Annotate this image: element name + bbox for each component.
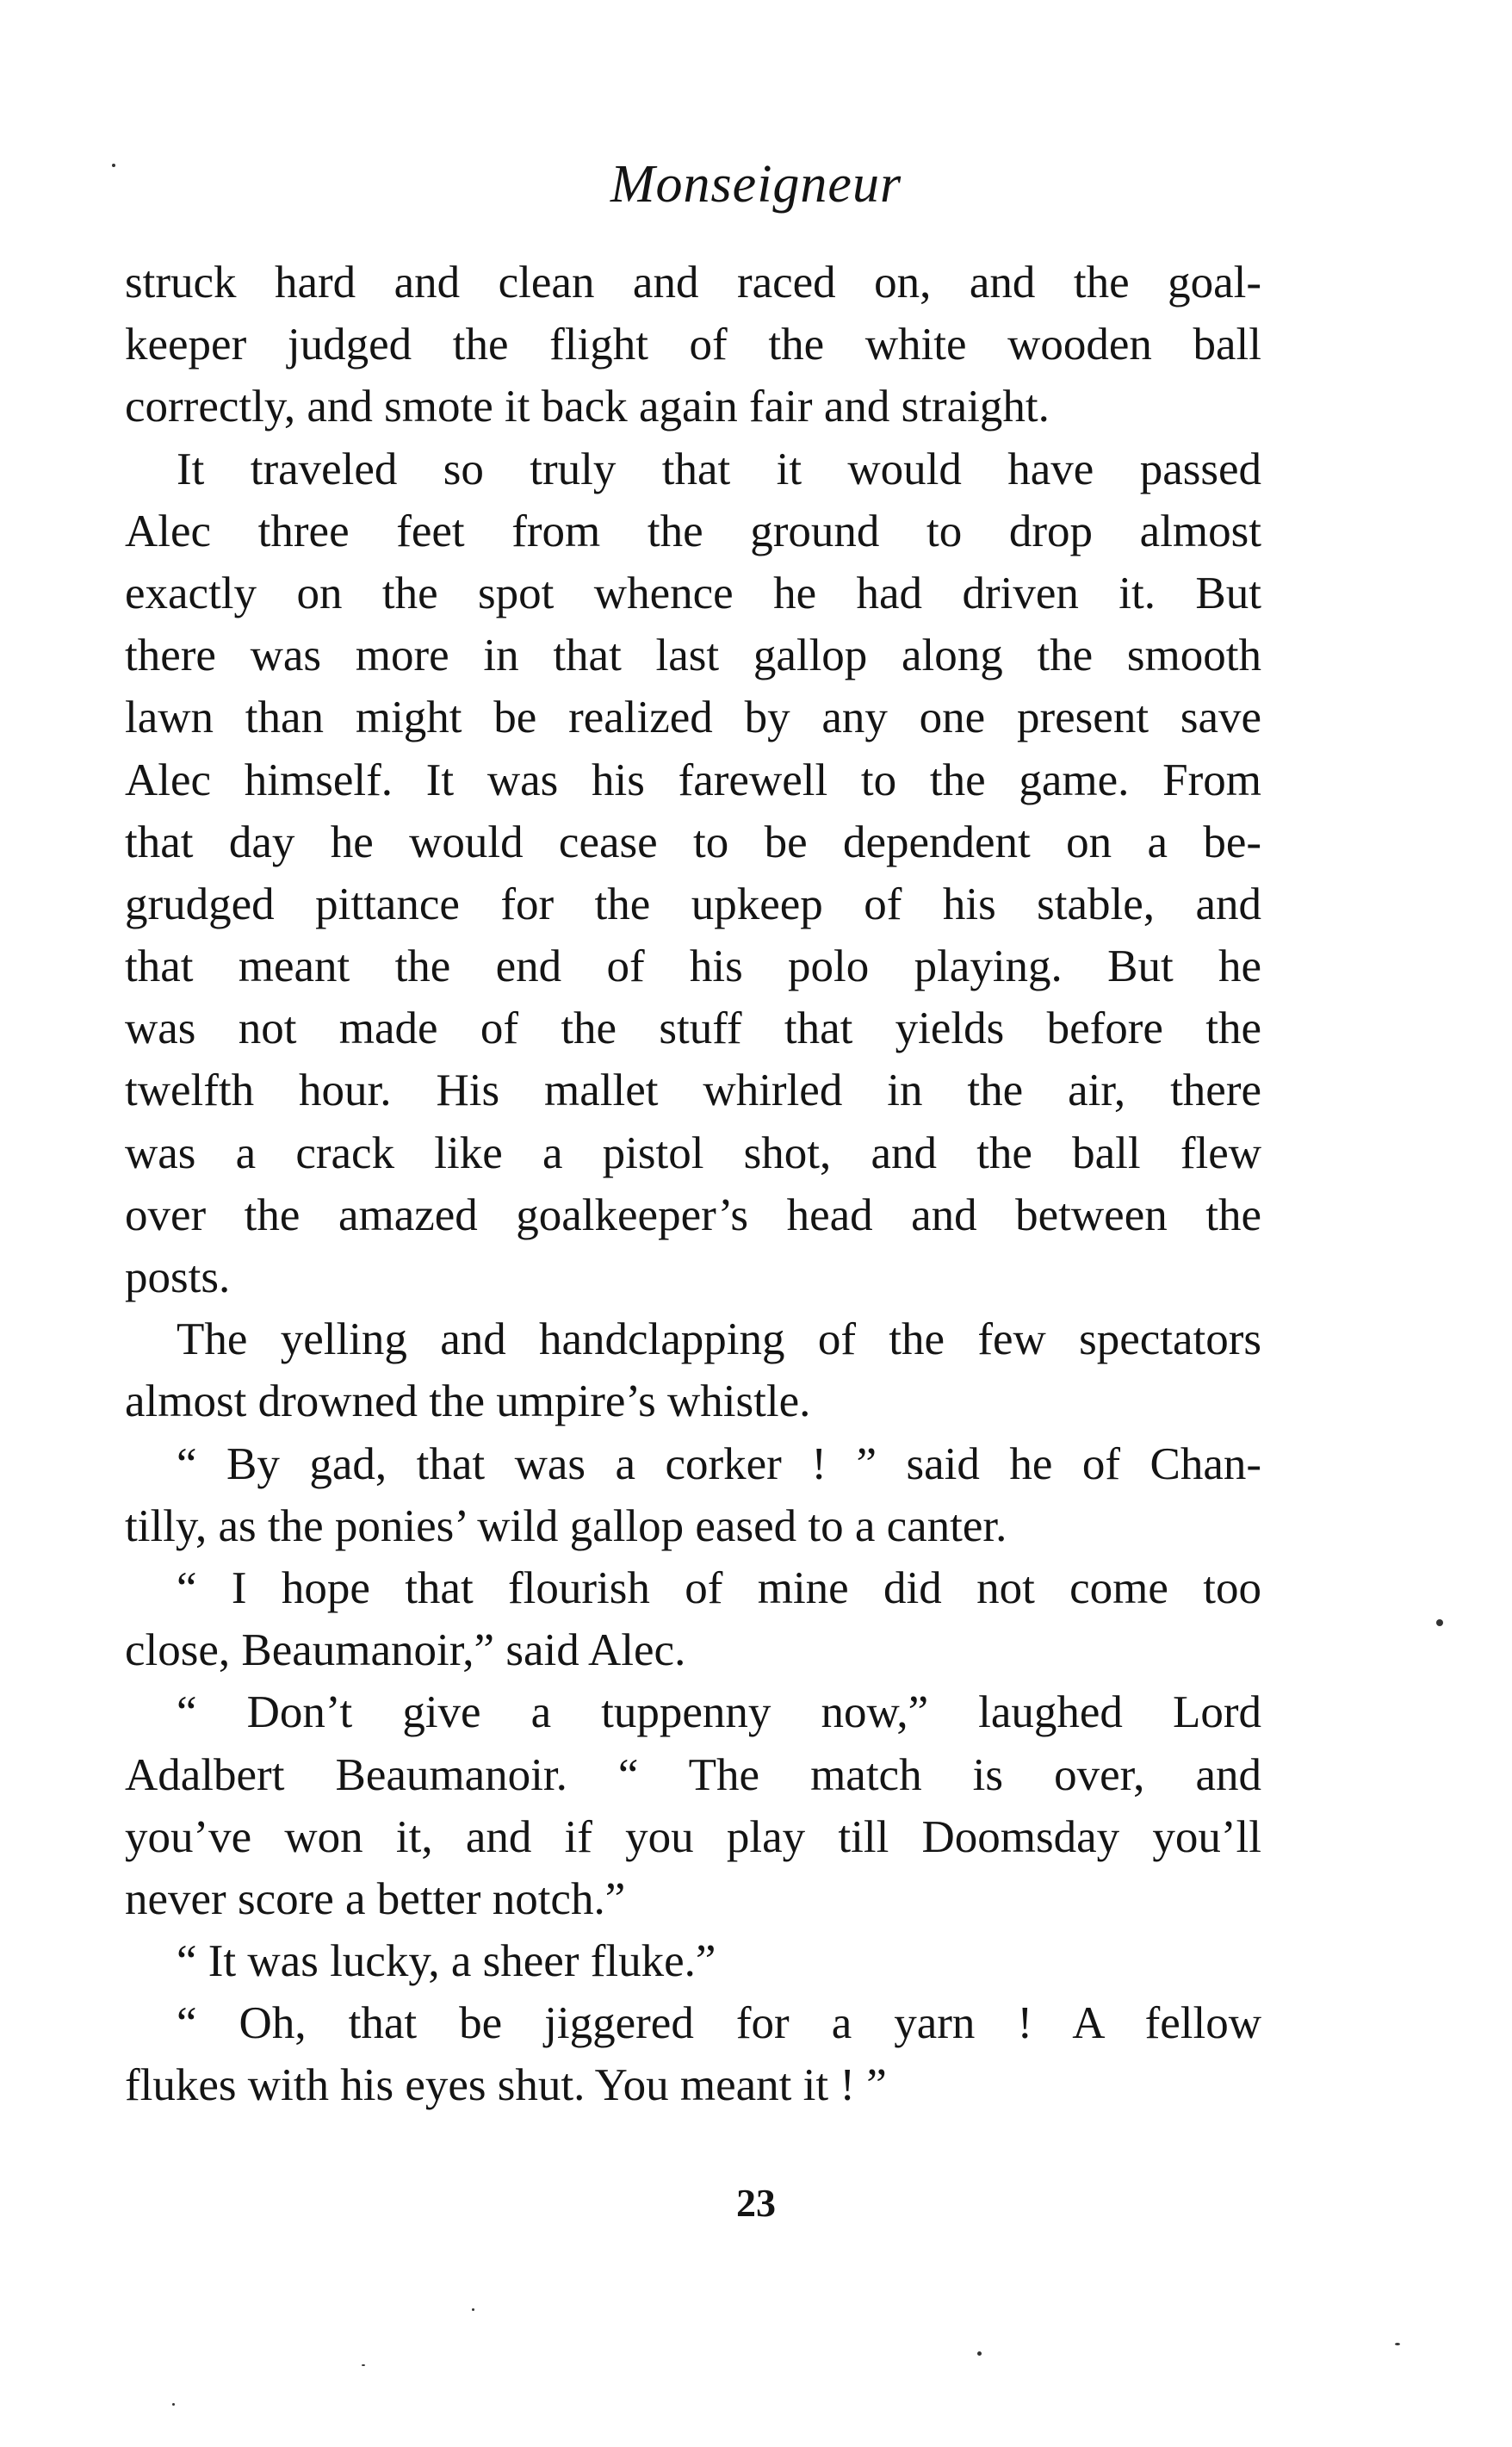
scan-speck <box>112 164 115 167</box>
text-line: correctly, and smote it back again fair and straight. <box>125 382 1050 432</box>
text-line: was not made of the stuff that yields before the <box>125 1003 1261 1054</box>
text-line: exactly on the spot whence he had driven it. But <box>125 568 1261 618</box>
text-line: posts. <box>125 1252 231 1302</box>
text-line: that day he would cease to be dependent on a be- <box>125 817 1261 867</box>
text-line: “ Don’t give a tuppenny now,” laughed Lord <box>177 1687 1261 1738</box>
text-line: Adalbert Beaumanoir. “ The match is over, and <box>125 1749 1261 1800</box>
scan-speck <box>172 2403 175 2406</box>
body-text <box>125 252 1261 2117</box>
text-line: lawn than might be realized by any one present save <box>125 692 1261 743</box>
text-line: The yelling and handclapping of the few spectators <box>177 1314 1261 1365</box>
text-line: grudged pittance for the upkeep of his stable, and <box>125 879 1261 929</box>
text-line: “ Oh, that be jiggered for a yarn ! A fellow <box>177 1998 1261 2049</box>
text-line: flukes with his eyes shut. You meant it ! ” <box>125 2060 887 2111</box>
text-line: Alec three feet from the ground to drop almost <box>125 506 1261 556</box>
text-line: tilly, as the ponies’ wild gallop eased to a canter. <box>125 1500 1007 1551</box>
running-head: Monseigneur <box>610 155 902 214</box>
text-line: twelfth hour. His mallet whirled in the air, there <box>125 1065 1261 1116</box>
scan-speck <box>977 2351 982 2356</box>
text-line: “ It was lucky, a sheer fluke.” <box>177 1936 716 1987</box>
text-line: there was more in that last gallop along the smooth <box>125 630 1261 681</box>
scan-speck <box>1395 2343 1400 2345</box>
text-line: It traveled so truly that it would have passed <box>177 444 1261 494</box>
text-line: keeper judged the flight of the white wooden ball <box>125 320 1261 370</box>
text-line: that meant the end of his polo playing. But he <box>125 941 1261 992</box>
text-line: was a crack like a pistol shot, and the ball flew <box>125 1127 1261 1178</box>
text-line: “ I hope that flourish of mine did not come too <box>177 1562 1261 1613</box>
text-line: over the amazed goalkeeper’s head and between the <box>125 1189 1261 1240</box>
scan-speck <box>362 2364 365 2366</box>
text-line: “ By gad, that was a corker ! ” said he of Chan- <box>177 1438 1261 1489</box>
text-line: Alec himself. It was his farewell to the game. From <box>125 755 1261 805</box>
text-line: close, Beaumanoir,” said Alec. <box>125 1625 686 1676</box>
text-line: struck hard and clean and raced on, and the goal- <box>125 258 1261 307</box>
page-number: 23 <box>736 2181 776 2225</box>
text-line: you’ve won it, and if you play till Doomsday you’ll <box>125 1811 1261 1862</box>
scan-speck <box>472 2308 474 2311</box>
text-line: never score a better notch.” <box>125 1873 626 1924</box>
scan-speck <box>1436 1619 1443 1626</box>
text-line: almost drowned the umpire’s whistle. <box>125 1376 811 1427</box>
